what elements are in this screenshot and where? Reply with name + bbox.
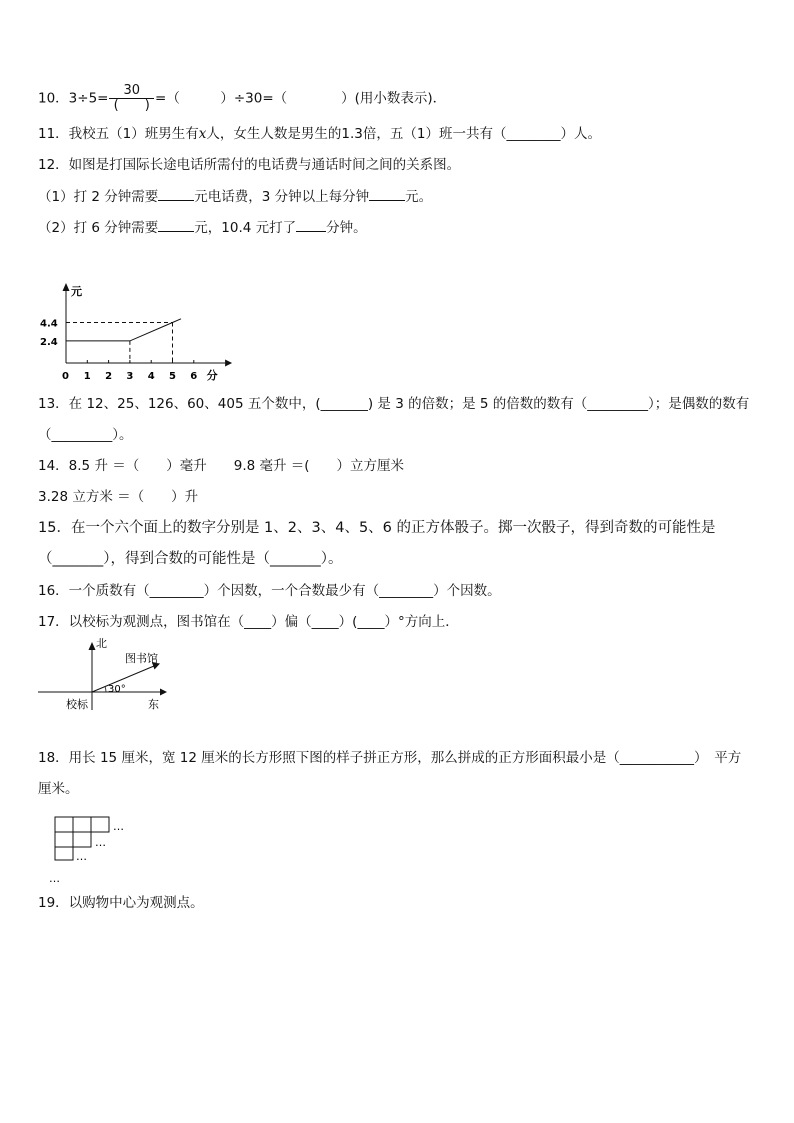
ellipsis-row-1: …	[113, 820, 124, 833]
rectangle-tiling-diagram	[40, 812, 150, 888]
east-label: 东	[148, 698, 159, 711]
q10-prefix: 10．3÷5=	[38, 90, 109, 107]
q12-blank-1[interactable]	[158, 186, 194, 201]
east-arrow-icon	[160, 689, 167, 696]
y-axis-label: 元	[71, 285, 82, 298]
tile	[55, 832, 73, 847]
x-tick-label: 1	[83, 371, 91, 382]
ellipsis-row-3: …	[76, 850, 87, 863]
question-12-sub2	[38, 217, 367, 238]
q10-fraction	[109, 84, 154, 113]
q12-sub1-c: 元。	[405, 189, 433, 205]
y-tick-label: 4.4	[40, 318, 58, 330]
question-10	[38, 84, 446, 113]
phone-fee-chart	[30, 248, 240, 388]
question-15-line-2: （_______），得到合数的可能性是（_______）。	[38, 551, 343, 567]
y-axis-arrow-icon	[63, 283, 70, 291]
question-18-line-2: 厘米。	[38, 781, 79, 797]
q10-denominator: ( )	[113, 98, 150, 113]
angle-arc	[105, 687, 106, 693]
tile	[55, 817, 73, 832]
tile	[55, 847, 73, 860]
question-11	[38, 124, 601, 144]
x-axis-arrow-icon	[225, 360, 232, 367]
q12-blank-3[interactable]	[158, 217, 194, 232]
tile	[91, 817, 109, 832]
q12-sub2-a: （2）打 6 分钟需要	[38, 220, 159, 236]
q11-text-2: 人，女生人数是男生的1.3倍，五（1）班一共有（________）人。	[206, 126, 601, 142]
question-17: 17．以校标为观测点，图书馆在（____）偏（____）(____）°方向上．	[38, 614, 459, 630]
x-tick-label: 6	[190, 371, 198, 382]
question-16: 16．一个质数有（________）个因数，一个合数最少有（________）个因数。	[38, 583, 501, 599]
question-14-line-1: 14．8.5 升 ＝（ ）毫升 9.8 毫升 ＝( ）立方厘米	[38, 458, 405, 474]
tile	[73, 832, 91, 847]
question-15-line-1: 15．在一个六个面上的数字分别是 1、2、3、4、5、6 的正方体骰子。掷一次骰子，得到奇数的可能性是	[38, 520, 716, 536]
q10-suffix: =（ ）÷30=（ ）(用小数表示)．	[155, 90, 447, 107]
origin-label: 校标	[66, 698, 88, 711]
direction-diagram	[36, 636, 176, 716]
q12-blank-4[interactable]	[296, 217, 326, 232]
q12-blank-2[interactable]	[369, 186, 405, 201]
angle-label: 30°	[108, 684, 126, 695]
north-label: 北	[96, 637, 107, 650]
x-tick-label: 2	[105, 371, 113, 382]
q10-numerator: 30	[109, 84, 154, 99]
question-13-line-1: 13．在 12、25、126、60、405 五个数中，(_______) 是 3 的倍数；是 5 的倍数的数有（_________）；是偶数的数有	[38, 396, 750, 412]
question-12-title: 12．如图是打国际长途电话所需付的电话费与通话时间之间的关系图。	[38, 157, 461, 173]
ellipsis-row-4: …	[49, 872, 60, 885]
x-tick-label: 5	[169, 371, 176, 382]
question-14-line-2: 3.28 立方米 ＝（ ）升	[38, 489, 199, 505]
ellipsis-row-2: …	[95, 836, 106, 849]
north-arrow-icon	[89, 642, 96, 650]
x-tick-label: 3	[126, 371, 134, 382]
q11-variable: x	[198, 126, 207, 142]
q12-sub1-a: （1）打 2 分钟需要	[38, 189, 159, 205]
question-13-line-2: （_________）。	[38, 427, 133, 443]
q11-text-1: 11．我校五（1）班男生有	[38, 126, 199, 142]
y-tick-label: 2.4	[40, 336, 58, 348]
question-18-line-1: 18．用长 15 厘米，宽 12 厘米的长方形照下图的样子拼正方形，那么拼成的正方形面积最小是（___________） 平方	[38, 750, 742, 766]
library-label: 图书馆	[125, 652, 158, 665]
question-12-sub1	[38, 186, 432, 207]
question-19: 19．以购物中心为观测点。	[38, 895, 204, 911]
tile	[73, 817, 91, 832]
q12-sub2-b: 元，10.4 元打了	[194, 220, 297, 236]
x-axis-label: 分	[206, 369, 218, 382]
x-tick-label: 0	[62, 371, 69, 382]
x-tick-label: 4	[147, 371, 155, 382]
q12-sub1-b: 元电话费，3 分钟以上每分钟	[194, 189, 370, 205]
q12-sub2-c: 分钟。	[326, 220, 367, 236]
